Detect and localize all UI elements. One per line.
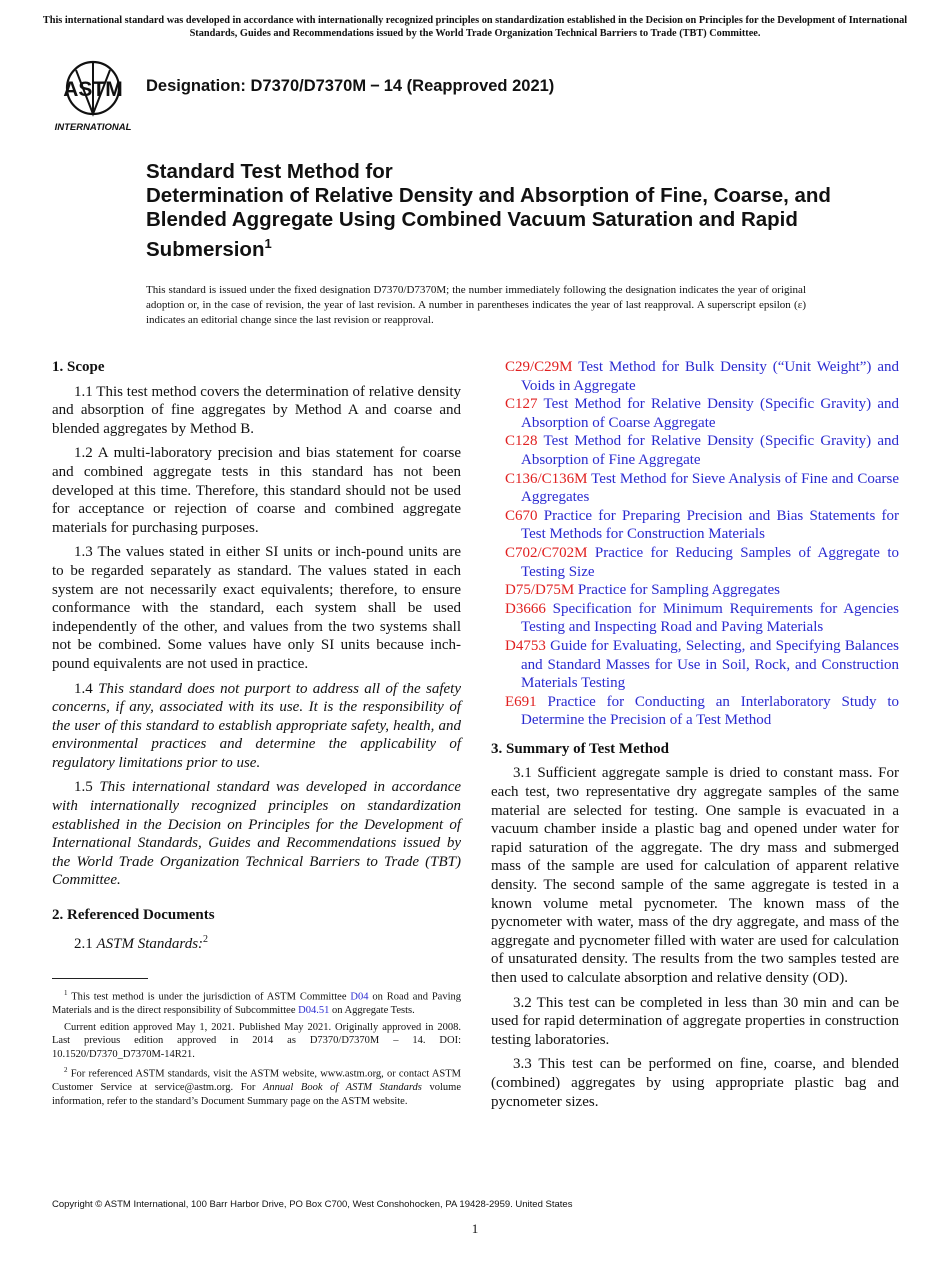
reference-title[interactable]: Practice for Sampling Aggregates [577,582,780,599]
referenced-para-2-1-num: 2.1 [74,935,93,952]
designation-label: Designation: D7370/D7370M [146,77,367,95]
footnote-1-text-a: This test method is under the jurisdiction of ASTM Committee [71,991,347,1003]
page-number: 1 [471,1221,479,1236]
scope-heading: 1. Scope [52,359,105,375]
scope-para-1-4-num: 1.4 [74,680,93,697]
logo-international-text: INTERNATIONAL [54,122,132,133]
scope-para-1-4-text: This standard does not purport to address all of the safety concerns, if any, associated with its use. It is the responsibility of the user of this standard to establish appropriate safety, health, and environmental practices and determine the applicability of regulatory limitations prior to use. [52,680,462,771]
footnote-1-edition: Current edition approved May 1, 2021. Published May 2021. Originally approved in 2008. Last previous edition approved in 2014 as D7370/D7370M – 14. DOI: 10.1520/D7370_D7370M-14R21. [52,1021,461,1060]
summary-para-3-2: 3.2 This test can be completed in less than 30 min and can be used for rapid determination of aggregate properties in construction testing laboratories. [491,994,899,1048]
reference-item[interactable] [491,507,899,544]
reference-title[interactable]: Test Method for Relative Density (Specific Gravity) and Absorption of Coarse Aggregate [521,396,900,431]
footnote-rule [52,978,148,979]
reference-code[interactable]: D75/D75M [505,582,575,599]
footnote-2-text-a: For referenced ASTM standards, visit the ASTM website, www.astm.org, or contact ASTM Customer Service at service@astm.org. For [52,1068,462,1093]
footnote-1-text-b: on Road and Paving Materials and is the direct responsibility of Subcommittee [52,991,462,1016]
committee-d04-link[interactable]: D04 [350,991,369,1003]
right-column [491,358,899,1117]
footnote-2-book-title: Annual Book of ASTM Standards [262,1082,422,1093]
referenced-para-2-1-text: ASTM Standards: [96,935,204,952]
footnote-1-mark: 1 [64,989,68,997]
summary-para-3-3: 3.3 This test can be performed on fine, coarse, and blended (combined) aggregates by using appropriate plastic bag and pycnometer sizes. [491,1056,899,1110]
reference-title[interactable]: Test Method for Bulk Density (“Unit Weight”) and Voids in Aggregate [521,359,900,394]
reference-item[interactable] [491,470,899,507]
designation [146,77,554,96]
logo-mark-text: ASTM [63,78,123,101]
reference-title[interactable]: Practice for Preparing Precision and Bias Statements for Test Methods for Construction Materials [521,507,900,543]
footnote-2-mark: 2 [64,1066,68,1074]
reference-code[interactable]: C29/C29M [505,359,573,375]
reference-code[interactable]: C670 [505,507,538,524]
title-line-2: Determination of Relative Density and Absorption of Fine, Coarse, and Blended Aggregate Using Combined Vacuum Saturation and Rapid Submersion [146,184,831,261]
reference-code[interactable]: C127 [505,396,538,413]
reference-code[interactable]: E691 [505,693,537,710]
referenced-documents-heading: 2. Referenced Documents [52,907,215,924]
tbt-notice: This international standard was developed in accordance with internationally recognized principles on standardization established in the Decision on Principles for the Development of International Standards, Guides and Recommendations issued by the World Trade Organization Technical Barriers to Trade (TBT) Committee. [42,15,908,39]
referenced-para-2-1 [52,931,461,954]
astm-logo [50,56,136,134]
referenced-footnote-mark: 2 [203,933,209,945]
reference-title[interactable]: Test Method for Sieve Analysis of Fine and Coarse Aggregates [521,470,899,506]
scope-para-1-1: 1.1 This test method covers the determination of relative density and absorption of fine aggregates by Method A and coarse and blended aggregates by Method B. [52,383,461,437]
document-title [146,160,836,262]
reference-title[interactable]: Practice for Reducing Samples of Aggregate to Testing Size [521,544,900,580]
scope-para-1-5 [52,778,461,890]
reference-list [491,358,899,730]
reference-code[interactable]: D4753 [505,637,546,654]
copyright-line: Copyright © ASTM International, 100 Barr Harbor Drive, PO Box C700, West Conshohocken, PA 19428-2959. United States [52,1199,573,1210]
reference-item[interactable] [491,581,899,600]
scope-para-1-5-text: This international standard was developed in accordance with internationally recognized principles on standardization established in the Decision on Principles for the Development of International Standards, Guides and Recommendations issued by the World Trade Organization Technical Barriers to Trade (TBT) Committee. [52,779,462,889]
scope-para-1-4 [52,680,461,773]
reference-item[interactable] [491,358,899,395]
reference-title[interactable]: Test Method for Relative Density (Specific Gravity) and Absorption of Fine Aggregate [521,433,900,468]
summary-para-3-1: 3.1 Sufficient aggregate sample is dried to constant mass. For each test, two representative dry aggregate samples of the same material are selected for testing. One sample is evacuated in a vacuum chamber inside a plastic bag and opened under water for rapid saturation of the aggregate. The dry mass and submerged mass of the sample are used for calculation of apparent relative density. The second sample of the same aggregate is tested in a known volume metal pycnometer. The known mass of the pycnometer with water, mass of the dry aggregate, and mass of the aggregate and pycnometer filled with water are used for calculation of unsaturated density. The results from the two samples tested are then used to calculate absorption and relative density (OD). [491,765,899,986]
reference-code[interactable]: C136/C136M [505,470,588,487]
designation-separator: − [370,77,380,95]
reference-item[interactable] [491,637,899,693]
footnote-1-text-c: on Aggregate Tests. [331,1005,415,1016]
scope-para-1-5-num: 1.5 [74,779,93,796]
subcommittee-d04-51-link[interactable]: D04.51 [298,1005,330,1016]
designation-edition: 14 (Reapproved 2021) [383,77,555,95]
reference-item[interactable] [491,600,899,637]
reference-code[interactable]: C128 [505,433,538,450]
title-line-1: Standard Test Method for [146,160,393,183]
reference-code[interactable]: C702/C702M [505,544,588,561]
footnote-1 [52,987,461,1018]
reference-item[interactable] [491,693,899,730]
title-main [146,184,836,262]
scope-para-1-3: 1.3 The values stated in either SI units or inch-pound units are to be regarded separately as standard. The values stated in each system are not necessarily exact equivalents; therefore, to ensure conformance with the standard, each system shall be used independently of the other, and values from the two systems shall not be combined. Some values have only SI units because inch-pound equivalents are not used in practice. [52,544,461,672]
footnote-2-text-b: volume information, refer to the standard’s Document Summary page on the ASTM website. [52,1082,461,1107]
summary-heading: 3. Summary of Test Method [491,740,669,757]
reference-item[interactable] [491,395,899,432]
footnote-2 [52,1064,461,1108]
reference-code[interactable]: D3666 [505,600,546,617]
reference-title[interactable]: Specification for Minimum Requirements for Agencies Testing and Inspecting Road and Paving Materials [521,600,900,636]
issue-note: This standard is issued under the fixed designation D7370/D7370M; the number immediately following the designation indicates the year of original adoption or, in the case of revision, the year of last revision. A number in parentheses indicates the year of last reapproval. A superscript epsilon (ε) indicates an editorial change since the last revision or reapproval. [146,284,806,326]
left-column [52,358,461,959]
reference-title[interactable]: Guide for Evaluating, Selecting, and Specifying Balances and Standard Masses for Use in Soil, Rock, and Construction Materials Testing [521,637,900,692]
scope-para-1-2: 1.2 A multi-laboratory precision and bias statement for coarse and combined aggregate tests in this standard has not been developed at this time. Therefore, this standard should not be used for acceptance or rejection of coarse and combined aggregate materials for purchasing purposes. [52,445,461,536]
reference-title[interactable]: Practice for Conducting an Interlaboratory Study to Determine the Precision of a Test Method [521,693,899,729]
reference-item[interactable] [491,544,899,581]
title-footnote-mark: 1 [264,236,272,251]
reference-item[interactable] [491,432,899,469]
footnotes [52,987,461,1111]
